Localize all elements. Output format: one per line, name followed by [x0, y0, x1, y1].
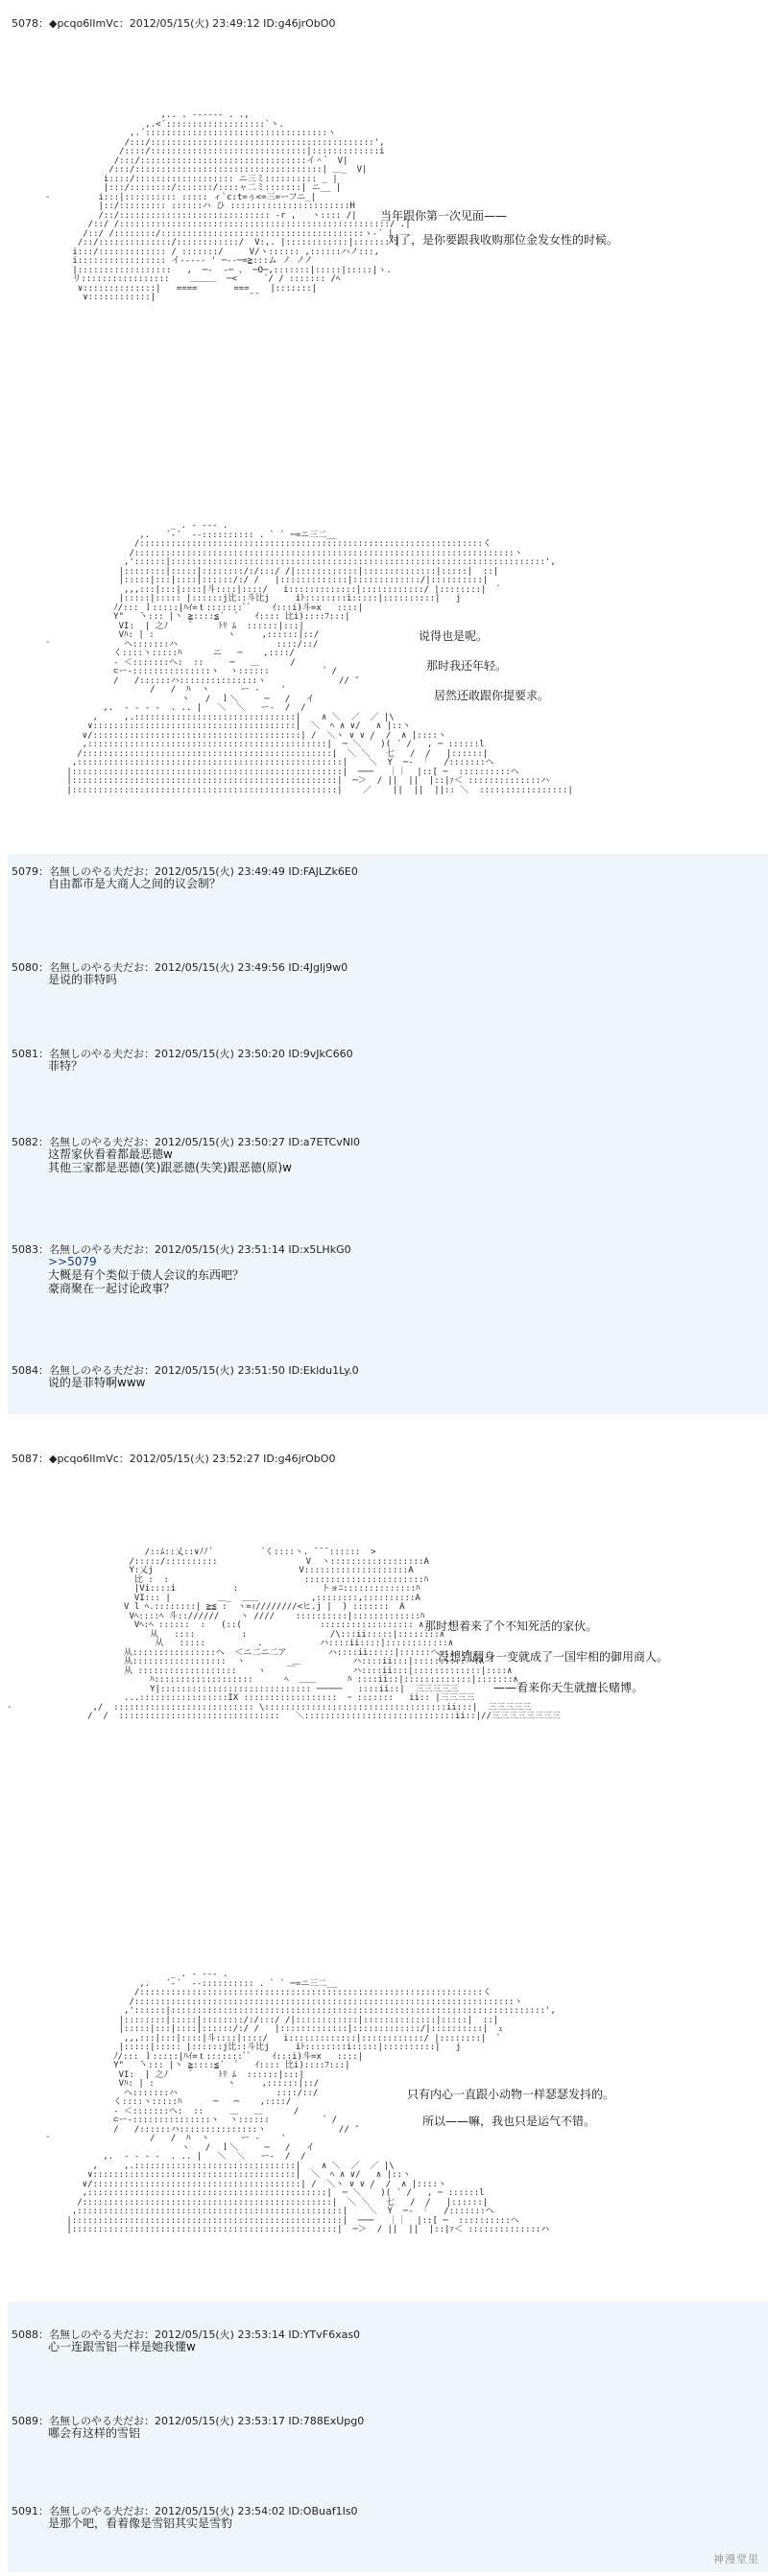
post-header: 5081：名無しのやる夫だお：2012/05/15(火) 23:50:20 ID:9vJkC660	[12, 1048, 353, 1060]
post-header: 5078：◆pcqo6lImVc：2012/05/15(火) 23:49:12 ID:g46jrObO0	[12, 17, 336, 30]
post-header: 5089：名無しのやる夫だお：2012/05/15(火) 23:53:17 ID:788ExUpg0	[12, 2415, 365, 2427]
scene-4-line-1: 只有内心一直跟小动物一样瑟瑟发抖的。	[407, 2088, 615, 2101]
marker-dash: -	[46, 2132, 50, 2142]
ascii-art-man: _ . ‐ ‐‐‐ . ,. ´‐´ ‐‐:::::::::: . ` ` ─=ニ三二__ /::::::::::::::::::::::::::::::::::::::::::::::::::::::::::::::::::く /:::::::::::::::::::::::::::::::::::::::::::::::::::::::::::::::::::::::::ヽ ,'::::::|::::::::::::::::::::::::::::::::::::::::::::::::::::::::::::::::::::::::', |::::::::|:::::|::::::::/:/:::/ /|::::::::::::|::::::::::::::|:::::| ::| |:::::|:::|::::|::::::/:/ / |:::::::::::::|:::::::::::::/|::::::::::| ,,,:::|:::|::::|斗::::|::::/ i:::::::::::::|::::::::::::/ |::::::::| ﾞ |:::::|::::: |::::::j比::斗比j iﾄ::::::::i:::::|::::::::::| j ﾉ/::: ｌ:::::|ﾊｲ=ｔ:::::::ﾟﾞ ｲ:::i)斗=x ::::| Y" ̄ヽ::: |丶 ≧::::≦´ ﾟ ｲ:::: 比i)::::ﾌ:::| VI: | 之ﾉ ゛ ﾄﾘ ﾑ ::::::|:::| Vﾊ: | : ヽ ,::::::|::/ ヘ:::::::ハ ::::/::/ く::::ヽ:::::ﾊ ニ ─ ,::::/ ‐ ＜:::::::ヘ: :: ─ ＿ / ⊂ー‐:::::::::::::::ヽ ヽ:::::: ´ / / /::::::ハ:::::::::::::::ヽ // ″ / / ﾊ ヽ ー ‐ ' ヽ / ｌ＼ ─ / イ ,. ‐ ‐ ‐ ‐ . .. | ＼ ＼ ー‐ / / , ,.:::::::::::::::::::::::::::::::| ∧ ＼ ／ ／ |\ ∨:::::::::::::::::::::::::::::::::::::::| ＼ ﾍ ∧ ∨/ ∧ |::ヽ ∨/::::::::::::::::::::::::::::::::::::::::| / ＼ヽ ∨ ∨ / / ∧ |::::ヽ ,::::::::::::::::::::::::::::::::::::::::::::::| ─ ＼ ｀ )( ´ / , ─ ::::::l /::::::::::::::::::::::::::::::::::::::::::::::::| ＼ ＼ 七 / / |::::::| ,:::::::::::::::::::::::::::::::::::::::::::::::::::| ＼ Y ─‐ ｢ /:::::::ヘ |::::::::::::::::::::::::::::::::::::::::::::::::::::| ─── ｜｜ |::[ ─ ::::::::::ヘ |:::::::::::::::::::::::::::::::::::::::::::::::::::| ─＞ / || || |::|ｧ＜ ::::::::::::::ハ |:::::::::::::::::::::::::::::::::::::::::::::::::::| ／ || || ||:: ＼ :::::::::::::::::|	[66, 521, 573, 795]
post-line: 菲特？	[48, 1059, 84, 1073]
replies-block-1	[8, 854, 768, 1414]
scene-4-line-2: 所以——嘛，我也只是运气不错。	[422, 2115, 596, 2128]
scene-3-line-1: 那时想着来了个不知死活的家伙。	[424, 1619, 598, 1633]
post-header: 5083：名無しのやる夫だお：2012/05/15(火) 23:51:14 ID:x5LHkG0	[12, 1243, 351, 1256]
post-5087	[8, 1414, 768, 2302]
post-header: 5084：名無しのやる夫だお：2012/05/15(火) 23:51:50 ID:Ekldu1Ly.0	[12, 1364, 359, 1377]
post-line: 哪会有这样的雪铝	[48, 2426, 141, 2440]
post-header: 5079：名無しのやる夫だお：2012/05/15(火) 23:49:49 ID:FAJLZk6E0	[12, 865, 358, 878]
post-header: 5082：名無しのやる夫だお：2012/05/15(火) 23:50:27 ID:a7ETCvNl0	[12, 1136, 361, 1148]
post-line: 是说的菲特吗	[48, 973, 118, 986]
page	[4, 4, 767, 2572]
watermark: 神漫堂里	[713, 2553, 759, 2565]
post-line: 这帮家伙看着都最恶德w	[48, 1147, 173, 1161]
post-header: 5091：名無しのやる夫だお：2012/05/15(火) 23:54:02 ID:OBuaf1Is0	[12, 2505, 358, 2517]
post-5078	[8, 4, 768, 854]
scene-1-line-2: 对了，是你要跟我收购那位金发女性的时候。	[388, 233, 619, 247]
post-header: 5088：名無しのやる夫だお：2012/05/15(火) 23:53:14 ID:YTvF6xas0	[12, 2328, 361, 2341]
marker-dash: -	[46, 192, 50, 202]
post-line: 心一连跟雪铝一样是她我懂w	[48, 2340, 196, 2353]
ascii-art-man-2: _ . ‐ ‐‐‐ . ,. ´‐´ ‐‐:::::::::: . ` ` ─=ニ三二__ /::::::::::::::::::::::::::::::::::::::::::::::::::::::::::::::::::く /:::::::::::::::::::::::::::::::::::::::::::::::::::::::::::::::::::::::::ヽ ,'::::::|::::::::::::::::::::::::::::::::::::::::::::::::::::::::::::::::::::::::', |::::::::|:::::|::::::::/:/:::/ /|::::::::::::|::::::::::::::|:::::| ::| |:::::|:::|::::|::::::/:/ / |:::::::::::::|:::::::::::::/|::::::::::| ｪ ,,,:::|:::|::::|斗::::|::::/ i:::::::::::::|::::::::::::/ |::::::::| ﾞ |:::::|::::: |::::::j比::斗比j iﾄ::::::::i:::::|::::::::::| j ﾉ/::: ｌ:::::|ﾊｲ=ｔ:::::::ﾟﾞ ｲ:::i)斗=x ::::| Y" ̄ヽ::: |丶 ≧::::≦´ ﾟ ｲ:::: 比i)::::ﾌ:::| VI: | 之ﾉ ゛ ﾄﾘ ﾑ ::::::|:::| Vﾊ: | : ヽ ,::::::|::/ ヘ:::::::ハ ::::/::/ く::::ヽ:::::ﾊ ─ ─ ,::::/ ‐ ＜:::::::ヘ: :: ＿ ＿ / ⊂ー‐:::::::::::::::ヽ ヽ:::::: ´ / / /::::::ハ:::::::::::::::ヽ // ″ / / ﾊ ヽ ー ‐ ' ヽ / ｌ＼ ─ / イ ,. ‐ ‐ ‐ ‐ . .. | ＼ ＼ ー‐ / / , ,.:::::::::::::::::::::::::::::::| ∧ ＼ ／ ／ |\ ∨:::::::::::::::::::::::::::::::::::::::| ＼ ﾍ ∧ ∨/ ∧ |::ヽ ∨/::::::::::::::::::::::::::::::::::::::::| / ＼ヽ ∨ ∨ / / ∧ |::::ヽ ,::::::::::::::::::::::::::::::::::::::::::::::| ─ ＼ ｀ )( ´ / , ─ ::::::l /::::::::::::::::::::::::::::::::::::::::::::::::| ＼ ＼ 七 / / |::::::| ,:::::::::::::::::::::::::::::::::::::::::::::::::::| ＼ Y ─‐ ｢ /:::::::ヘ |::::::::::::::::::::::::::::::::::::::::::::::::::::| ─── ｜｜ |::[ ─ ::::::::::ヘ |:::::::::::::::::::::::::::::::::::::::::::::::::::| ─＞ / || || |::|ｧ＜ ::::::::::::::ハ	[66, 1970, 556, 2234]
post-line: 其他三家都是恶德(笑)跟恶德(失笑)跟恶德(原)w	[48, 1161, 292, 1174]
scene-2-line-2: 那时我还年轻。	[426, 659, 508, 673]
post-line: 大概是有个类似于债人会议的东西吧？	[48, 1268, 245, 1282]
marker-dash: -	[8, 1702, 12, 1713]
post-header: 5080：名無しのやる夫だお：2012/05/15(火) 23:49:56 ID:4Jglj9w0	[12, 961, 348, 974]
scene-3-line-3: ——看来你天生就擅长赌博。	[493, 1681, 644, 1694]
post-line: 说的是菲特啊www	[48, 1376, 146, 1389]
post-line: 是那个吧，看着像是雪铝其实是雪豹	[48, 2517, 233, 2530]
post-line[interactable]: >>5079	[48, 1255, 97, 1268]
ascii-art-merchant: /::ﾑ::乂::∨ﾉﾉ´ ´く::::ヽ. ̄ ̄ ̄ :::::: > /:::::/:::::::::: V ヽ::::::::::::::::::A Y:乂j V::::::::::::::::::::A 比 : : :::::::::::::::::::::::ﾊ |Vi::::i : トョﾆ::::::::::::::ﾊ VI::: | ＿_ ＿＿ ,::::::::,::::::::::A V l ﾍ.::::::::| ≧≦ : ヽ=ｨ////////<ヒ.j | ) ::::::: A Vﾍ::::ﾍ 斗::////// ヽ //// ::::::::::|:::::::::::::ﾊ Vﾍ:ﾍ :::::: : (::( :::::::::::::::::: ∧ 从 :::: : /\:::ii:::::|::::::::∧ 从 ::::: . ハ::::ii::::|::::::::::::∧ 从::::::::::::::::ヘ ＜ニ二ニ二ア ハ::::ii:::::|::::::ヘ:::::∧ 从:::::::::::::::::: ヽ ＿ ハ::::ii:::|::::::::::ハ:∧ 从 ::::::::::::::::::: ヽ ￣ ハ::::ii:::|:::::::::::::|::::∧ ﾊ::::::::::::::::::: ﾍ ＿＿ ﾊ ::::ii::|:::::::::::::|:::::::∧ Y|::::::::::::::::::::::::::::: ───── ::::ii::| 三三三三三 ...:::::::::::::::::IX :::::::::::::::::: ｰ ::::::: ii:: |三三三三 ,/ ::::::::::::::::::::::::::: \:::::::::::::::::::::::::::::::::::ii:::| 三三三三三 / / ::::::::::::::::::::::::::::::: ＼:::::::::::::::::::::::::::::ii::|//三三三三三三三三	[87, 1548, 561, 1721]
post-header: 5087：◆pcqo6lImVc：2012/05/15(火) 23:52:27 ID:g46jrObO0	[12, 1453, 336, 1465]
scene-2-line-3: 居然还敢跟你提要求。	[434, 689, 550, 702]
scene-2-line-1: 说得也是呢。	[419, 629, 489, 643]
post-line: 豪商聚在一起讨论政事？	[48, 1282, 176, 1295]
ascii-art-woman: ,.. . ‐‐‐‐‐‐ . ., ,.<´:::::::::::::::::::`丶. ,.´:::::::::::::::::::::::::::::::::::ヽ /:::/:::::::::::::::::::::::::::::::::::::::::::', /::::/::::::::::::::::::::::::::::::|:::::::::::::i /:::/::::::::::::::::::::::::::::::::イ＾゛ V| /:::/::::::::::::::::::::::::::::::::::::| ＿_ V| i::::/::::::::::::::::::: ニ三ミ:::::::::: _ | |:::/::::::::/:::::::/::::ャ二ミ:::::::| ニ__ | i:::|:::::::::: ::::: ィ`c:t=ぅ<=三=ーフニ_| |::/::::::::: ::::::ハ ひ :::::::::::::::::::::::H /::/::::::::::::::::::::::::::::: -r , ヽ:::: /| /::/ /::::::::::::::::::::::::::::::::::::::::::::::::::::/ .| /::/ /::::::::/:::::::::::::::::::::::::::::::::::::::ゝ‐´ | /::/::::::::::::::/::::::::::::/ V:,. |::::::::::::|::::::: | i:::/::::::::::::: / :::::::/ V/ヽ:::::: ,::::::ハノ:::, i::::::::::::::::: イ‐‐‐‐‐ ' ─‐‐─=≧:::ム ノ ノノ |:::::::::::::::::: , ─‐ ‐─ 、 ─O─,:::::::|:::::|:::::|ゝ. リ::::::::::::::::: ＿＿＿ ─< ´/ / ::::::: /ﾍ ∨::::::::::::::| ==== === |:::::::| ∨::::::::::::| ̄ ̄	[72, 110, 411, 302]
replies-block-2	[8, 2302, 768, 2572]
scene-1-line-1: 当年跟你第一次见面——	[380, 209, 508, 223]
marker-dash: -	[46, 637, 50, 648]
post-line: 自由都市是大商人之间的议会制？	[48, 877, 222, 890]
scene-3-line-2: 没想到翻身一变就成了一国牢相的御用商人。	[438, 1650, 669, 1664]
